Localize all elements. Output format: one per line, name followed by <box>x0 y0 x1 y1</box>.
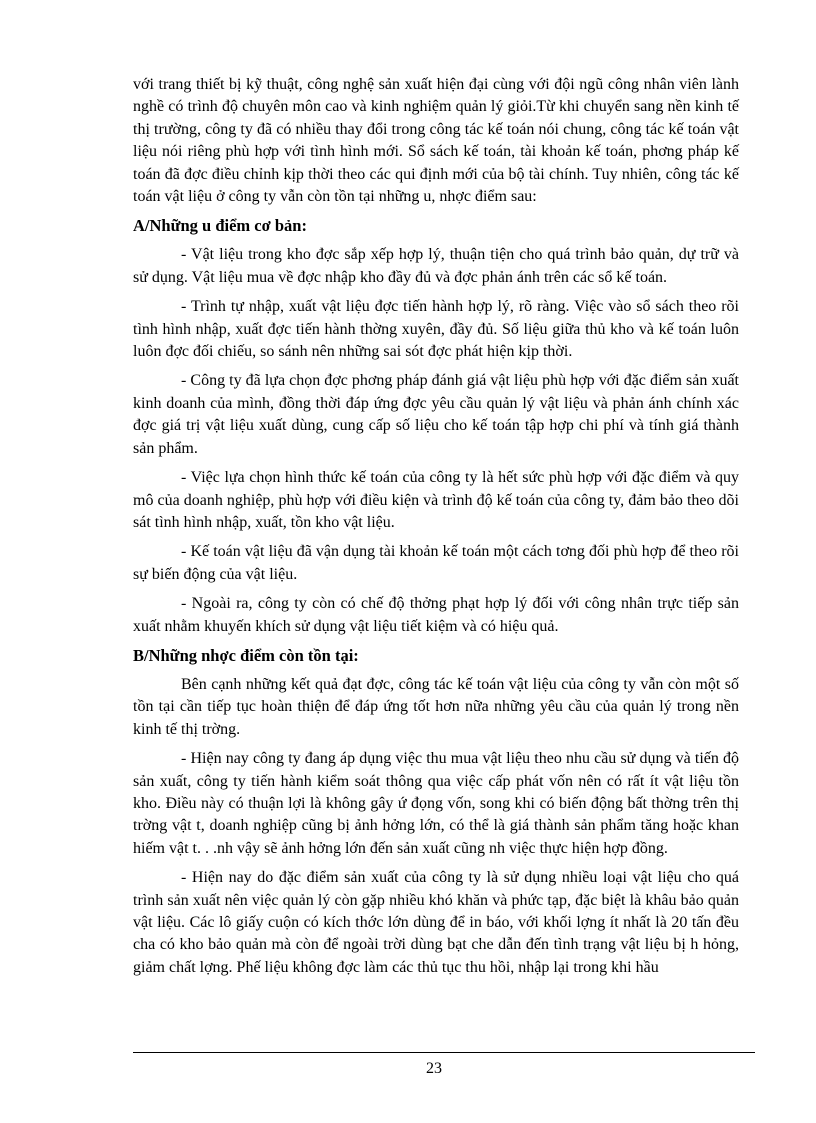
page-number: 23 <box>426 1060 442 1077</box>
intro-paragraph: với trang thiết bị kỹ thuật, công nghệ sản xuất hiện đại cùng với đội ngũ công nhân viên lành nghề có trình độ chuyên môn cao và kinh nghiệm quản lý giỏi.Từ khi chuyển sang nền kinh tế thị trường, công ty đã có nhiều thay đổi trong công tác kế toán nói chung, công tác kế toán vật liệu nói riêng phù hợp với tình hình mới. Sổ sách kế toán, tài khoản kế toán, phơng pháp kế toán đã đợc điều chỉnh kịp thời theo các qui định mới của bộ tài chính. Tuy nhiên, công tác kế toán vật liệu ở công ty vẫn còn tồn tại những u, nhợc điểm sau: <box>133 76 739 206</box>
section-a-paragraph: - Vật liệu trong kho đợc sắp xếp hợp lý, thuận tiện cho quá trình bảo quản, dự trữ và sử dụng. Vật liệu mua về đợc nhập kho đầy đủ và đợc phản ánh trên các sổ kế toán. <box>133 246 739 286</box>
document-page <box>133 74 739 986</box>
section-a-paragraph: - Công ty đã lựa chọn đợc phơng pháp đánh giá vật liệu phù hợp với đặc điểm sản xuất kinh doanh của mình, đồng thời đáp ứng đợc yêu cầu quản lý vật liệu và phản ánh chính xác đợc giá trị vật liệu xuất dùng, cung cấp số liệu cho kế toán tập hợp chi phí và tính giá thành sản phẩm. <box>133 372 739 457</box>
section-b-paragraph: - Hiện nay công ty đang áp dụng việc thu mua vật liệu theo nhu cầu sử dụng và tiến độ sản xuất, công ty tiến hành kiểm soát thông qua việc cấp phát vốn nên có rất ít vật liệu tồn kho. Điều này có thuận lợi là không gây ứ đọng vốn, song khi có biến động bất thờng trên thị trờng vật t, doanh nghiệp cũng bị ảnh hởng lớn, có thể là giá thành sản phẩm tăng hoặc khan hiếm vật t. . .nh vậy sẽ ảnh hởng lớn đến sản xuất cũng nh việc thực hiện hợp đồng. <box>133 750 739 857</box>
section-a-heading: A/Những u điểm cơ bản: <box>133 216 307 236</box>
section-b-paragraph: Bên cạnh những kết quả đạt đợc, công tác kế toán vật liệu của công ty vẫn còn một số tồn tại cần tiếp tục hoàn thiện để đáp ứng tốt hơn nữa những yêu cầu của quản lý trong nền kinh tế thị trờng. <box>133 675 739 738</box>
section-a-paragraph: - Trình tự nhập, xuất vật liệu đợc tiến hành hợp lý, rõ ràng. Việc vào sổ sách theo rõi tình hình nhập, xuất đợc tiến hành thờng xuyên, đầy đủ. Số liệu giữa thủ kho và kế toán luôn luôn đợc đối chiếu, so sánh nên những sai sót đợc phát hiện kịp thời. <box>133 298 739 361</box>
section-a-paragraph: - Ngoài ra, công ty còn có chế độ thởng phạt hợp lý đối với công nhân trực tiếp sản xuất nhằm khuyến khích sử dụng vật liệu tiết kiệm và có hiệu quả. <box>133 595 739 635</box>
section-a-paragraph: - Kế toán vật liệu đã vận dụng tài khoản kế toán một cách tơng đối phù hợp để theo rõi sự biến động của vật liệu. <box>133 543 739 583</box>
section-b-paragraph: - Hiện nay do đặc điểm sản xuất của công ty là sử dụng nhiều loại vật liệu cho quá trình sản xuất nên việc quản lý còn gặp nhiều khó khăn và phức tạp, đặc biệt là khâu bảo quản vật liệu. Các lô giấy cuộn có kích thớc lớn dùng để in báo, với khối lợng ít nhất là 20 tấn đều cha có kho bảo quản mà còn để ngoài trời dùng bạt che dẫn đến tình trạng vật liệu bị h hỏng, giảm chất lợng. Phế liệu không đợc làm các thủ tục thu hồi, nhập lại trong khi hầu <box>133 869 739 976</box>
section-a-paragraph: - Việc lựa chọn hình thức kế toán của công ty là hết sức phù hợp với đặc điểm và quy mô của doanh nghiệp, phù hợp với điều kiện và trình độ kế toán của công ty, đảm bảo theo dõi sát tình hình nhập, xuất, tồn kho vật liệu. <box>133 469 739 531</box>
footer-rule <box>133 1052 755 1053</box>
section-b-heading: B/Những nhợc điểm còn tồn tại: <box>133 645 359 665</box>
